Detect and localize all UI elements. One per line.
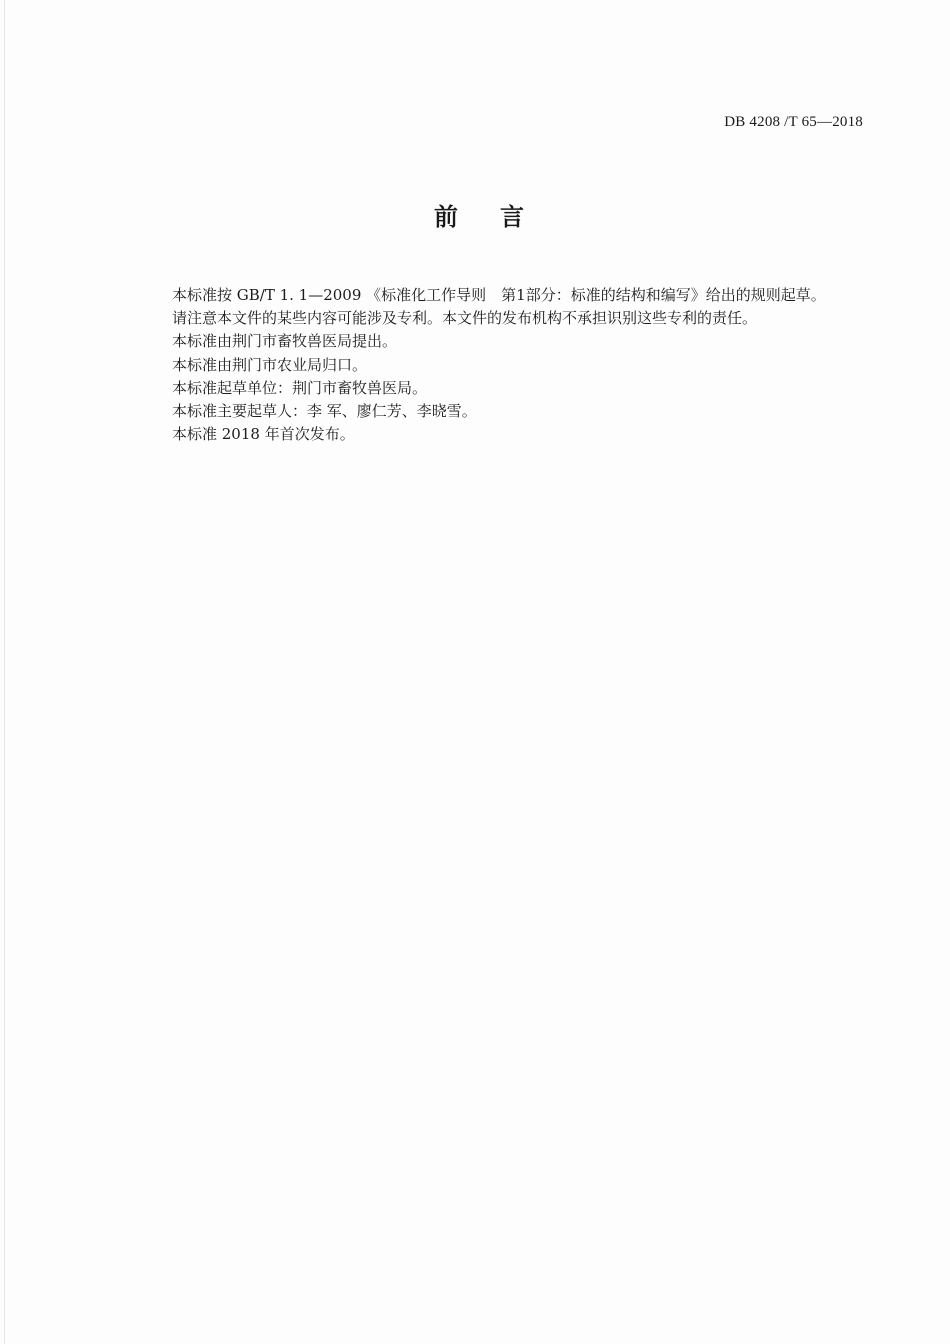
paragraph: 本标准 2018 年首次发布。 — [172, 425, 355, 444]
paragraph: 本标准主要起草人：李 军、廖仁芳、李晓雪。 — [172, 401, 477, 420]
document-code: DB 4208 /T 65—2018 — [724, 114, 863, 130]
foreword-body — [172, 284, 892, 446]
paragraph: 本标准由荆门市畜牧兽医局提出。 — [172, 332, 398, 351]
paragraph: 本标准由荆门市农业局归口。 — [172, 355, 368, 374]
paragraph: 本标准起草单位：荆门市畜牧兽医局。 — [172, 378, 428, 397]
paragraph: 本标准按 GB/T 1. 1—2009 《标准化工作导则 第1部分：标准的结构和编写》给出的规则起草。 — [172, 286, 826, 304]
paragraph: 请注意本文件的某些内容可能涉及专利。本文件的发布机构不承担识别这些专利的责任。 — [172, 309, 758, 328]
page-title: 前言 — [434, 203, 566, 231]
